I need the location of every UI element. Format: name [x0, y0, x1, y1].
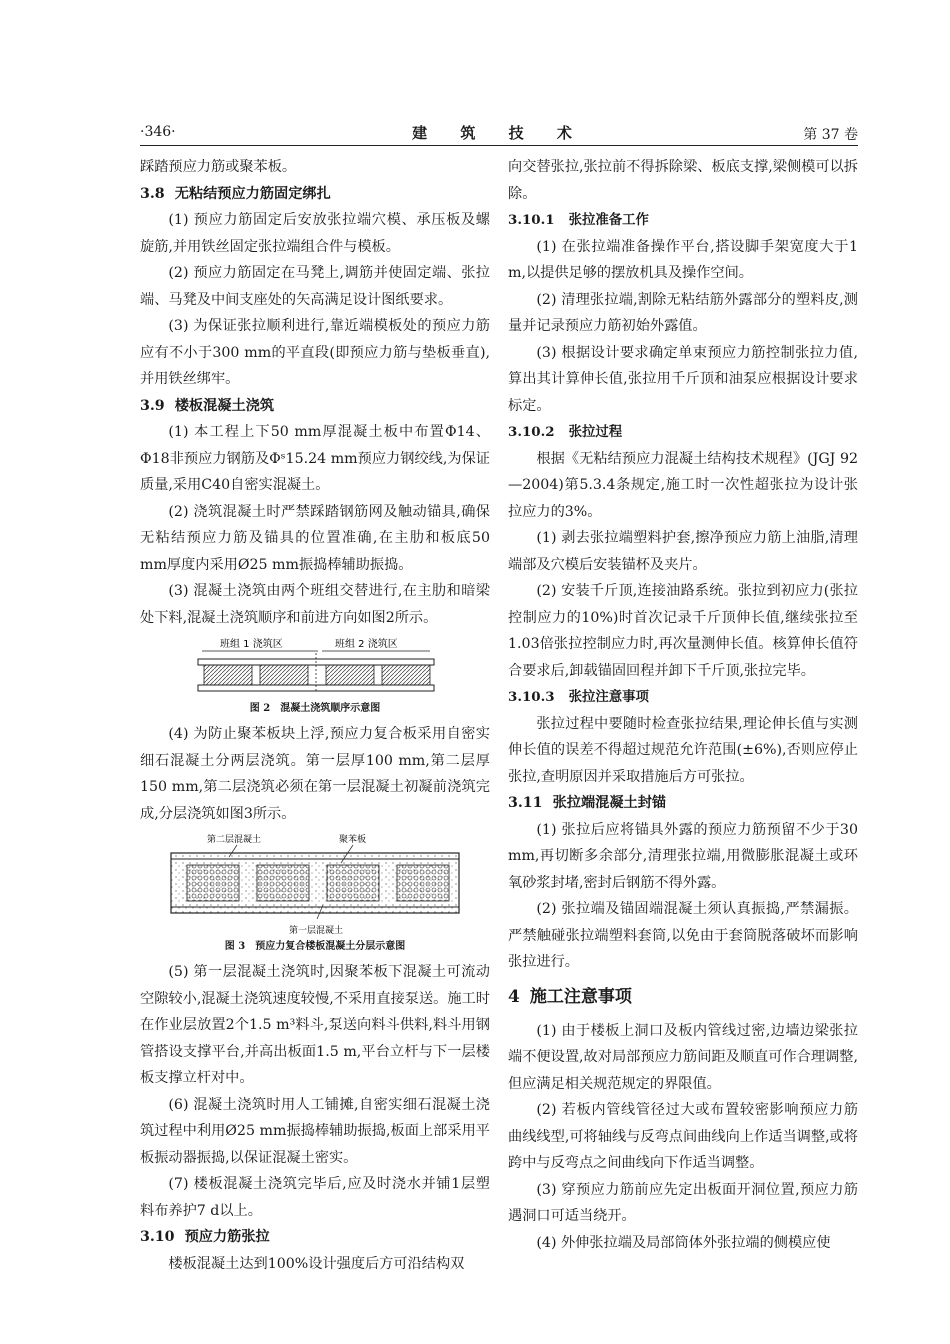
figure-2-caption: 图 2 混凝土浇筑顺序示意图	[249, 703, 381, 714]
section-title: 张拉端混凝土封锚	[552, 795, 667, 811]
section-number: 3.9	[140, 397, 165, 414]
section-heading	[140, 1224, 490, 1251]
paragraph: 楼板混凝土达到100%设计强度后方可沿结构双	[168, 1255, 465, 1272]
paragraph: (2) 浇筑混凝土时严禁踩踏钢筋网及触动锚具,确保无粘结预应力筋及锚具的位置准确,在主肋和板底50 mm厚度内采用Ø25 mm振捣棒辅助振捣。	[140, 503, 490, 573]
paragraph: (1) 由于楼板上洞口及板内管线过密,边墙边梁张拉端不便设置,故对局部预应力筋间距及顺直可作合理调整,但应满足相关规范规定的界限值。	[508, 1022, 858, 1092]
foam-block	[397, 865, 449, 901]
paragraph: (3) 为保证张拉顺利进行,靠近端模板处的预应力筋应有不小于300 mm的平直段(即预应力筋与垫板垂直),并用铁丝绑牢。	[140, 318, 490, 387]
figure-3-label-top-left: 第二层混凝土	[207, 835, 262, 845]
paragraph: 踩踏预应力筋或聚苯板。	[140, 159, 297, 175]
foam-block	[260, 665, 308, 685]
section-title: 施工注意事项	[529, 986, 632, 1007]
header-rule	[140, 145, 858, 146]
section-title: 张拉准备工作	[568, 212, 649, 228]
section-number: 3.8	[140, 185, 165, 202]
section-title: 预应力筋张拉	[184, 1229, 270, 1245]
foam-block	[326, 665, 374, 685]
section-number: 3.11	[508, 795, 543, 811]
paragraph: (2) 若板内管线管径过大或布置较密影响预应力筋曲线线型,可将轴线与反弯点间曲线向上作适当调整,或将跨中与反弯点之间曲线向下作适当调整。	[508, 1102, 858, 1171]
subsection-heading	[508, 207, 858, 234]
figure-3-label-bottom: 第一层混凝土	[289, 926, 344, 936]
paragraph: (2) 预应力筋固定在马凳上,调筋并使固定端、张拉端、马凳及中间支座处的矢高满足设计图纸要求。	[140, 265, 490, 308]
left-column	[140, 154, 490, 1277]
section-title: 张拉过程	[568, 424, 623, 440]
figure-2-label-right: 班组 2 浇筑区	[335, 639, 398, 650]
paragraph: (1) 在张拉端准备操作平台,搭设脚手架宽度大于1 m,以提供足够的摆放机具及操作空间。	[508, 238, 858, 281]
paragraph: 向交替张拉,张拉前不得拆除梁、板底支撑,梁侧模可以拆除。	[508, 159, 858, 202]
page-header	[140, 122, 858, 144]
paragraph: 张拉过程中要随时检查张拉结果,理论伸长值与实测伸长值的误差不得超过规范允许范围(±6%),否则应停止张拉,查明原因并采取措施后方可张拉。	[508, 715, 858, 785]
section-number: 4	[508, 986, 520, 1007]
paragraph: (1) 张拉后应将锚具外露的预应力筋预留不少于30 mm,再切断多余部分,清理张拉端,用微膨胀混凝土或环氧砂浆封堵,密封后钢筋不得外露。	[508, 821, 858, 891]
subsection-heading	[508, 684, 858, 711]
foam-block	[257, 865, 309, 901]
section-heading	[140, 181, 490, 208]
paragraph: (2) 张拉端及锚固端混凝土须认真振捣,严禁漏振。严禁触碰张拉端塑料套筒,以免由于套筒脱落破坏而影响张拉进行。	[508, 901, 858, 970]
section-title: 张拉注意事项	[568, 689, 649, 705]
section-number: 3.10	[140, 1229, 175, 1245]
paragraph: (2) 安装千斤顶,连接油路系统。张拉到初应力(张拉控制应力的10%)时首次记录千斤顶伸长值,继续张拉至1.03倍张拉控制应力时,再次量测伸长值。核算伸长值符合要求后,卸载锚固回程并卸下千斤顶,张拉完毕。	[508, 583, 858, 679]
journal-name: 建 筑 技 术	[412, 124, 586, 142]
paragraph: (1) 剥去张拉端塑料护套,擦净预应力筋上油脂,清理端部及穴模后安装锚杯及夹片。	[508, 530, 858, 573]
section-title: 楼板混凝土浇筑	[174, 397, 275, 414]
paragraph: (5) 第一层混凝土浇筑时,因聚苯板下混凝土可流动空隙较小,混凝土浇筑速度较慢,不采用直接泵送。施工时在作业层放置2个1.5 m³料斗,泵送向料斗供料,料斗用钢管搭设支撑平台,并高出板面1.5 m,平台立杆与下一层楼板支撑立杆对中。	[140, 964, 490, 1086]
paragraph: (3) 混凝土浇筑由两个班组交替进行,在主肋和暗梁处下料,混凝土浇筑顺序和前进方向如图2所示。	[140, 583, 490, 626]
paragraph: (4) 为防止聚苯板块上浮,预应力复合板采用自密实细石混凝土分两层浇筑。第一层厚100 mm,第二层厚150 mm,第二层浇筑必须在第一层混凝土初凝前浇筑完成,分层浇筑如图3所示。	[140, 726, 490, 822]
section-number: 3.10.3	[508, 689, 555, 705]
figure-3	[140, 833, 490, 955]
foam-block	[204, 665, 252, 685]
paragraph: (4) 外伸张拉端及局部筒体外张拉端的侧模应使	[536, 1234, 831, 1251]
foam-block	[187, 865, 239, 901]
foam-block	[327, 865, 379, 901]
section-heading	[140, 393, 490, 420]
right-column	[508, 154, 858, 1256]
volume-label: 第 37 卷	[803, 127, 858, 143]
chapter-heading	[508, 980, 858, 1014]
figure-3-diagram	[167, 833, 463, 939]
section-number: 3.10.2	[508, 424, 555, 440]
foam-block	[382, 665, 430, 685]
figure-2-diagram	[190, 637, 440, 701]
section-heading	[508, 790, 858, 817]
figure-3-caption: 图 3 预应力复合楼板混凝土分层示意图	[224, 941, 406, 952]
subsection-heading	[508, 419, 858, 446]
section-title: 无粘结预应力筋固定绑扎	[174, 185, 331, 202]
paragraph: (1) 本工程上下50 mm厚混凝土板中布置Φ14、Φ18非预应力钢筋及Φˢ15.24 mm预应力钢绞线,为保证质量,采用C40自密实混凝土。	[140, 424, 490, 493]
section-number: 3.10.1	[508, 212, 555, 228]
paragraph: 根据《无粘结预应力混凝土结构技术规程》(JGJ 92—2004)第5.3.4条规定,施工时一次性超张拉为设计张拉应力的3%。	[508, 450, 858, 520]
figure-2-label-left: 班组 1 浇筑区	[220, 639, 283, 650]
figure-2	[140, 637, 490, 717]
paragraph: (6) 混凝土浇筑时用人工铺摊,自密实细石混凝土浇筑过程中利用Ø25 mm振捣棒辅助振捣,板面上部采用平板振动器振捣,以保证混凝土密实。	[140, 1096, 490, 1166]
figure-3-label-top-right: 聚苯板	[339, 835, 367, 845]
paragraph: (1) 预应力筋固定后安放张拉端穴模、承压板及螺旋筋,并用铁丝固定张拉端组合件与模板。	[140, 212, 490, 255]
page-number: ·346·	[140, 124, 176, 140]
paragraph: (3) 穿预应力筋前应先定出板面开洞位置,预应力筋遇洞口可适当绕开。	[508, 1181, 858, 1224]
paragraph: (7) 楼板混凝土浇筑完毕后,应及时浇水并铺1层塑料布养护7 d以上。	[140, 1176, 490, 1219]
paragraph: (2) 清理张拉端,割除无粘结筋外露部分的塑料皮,测量并记录预应力筋初始外露值。	[508, 291, 858, 334]
paragraph: (3) 根据设计要求确定单束预应力筋控制张拉力值,算出其计算伸长值,张拉用千斤顶和油泵应根据设计要求标定。	[508, 344, 858, 414]
